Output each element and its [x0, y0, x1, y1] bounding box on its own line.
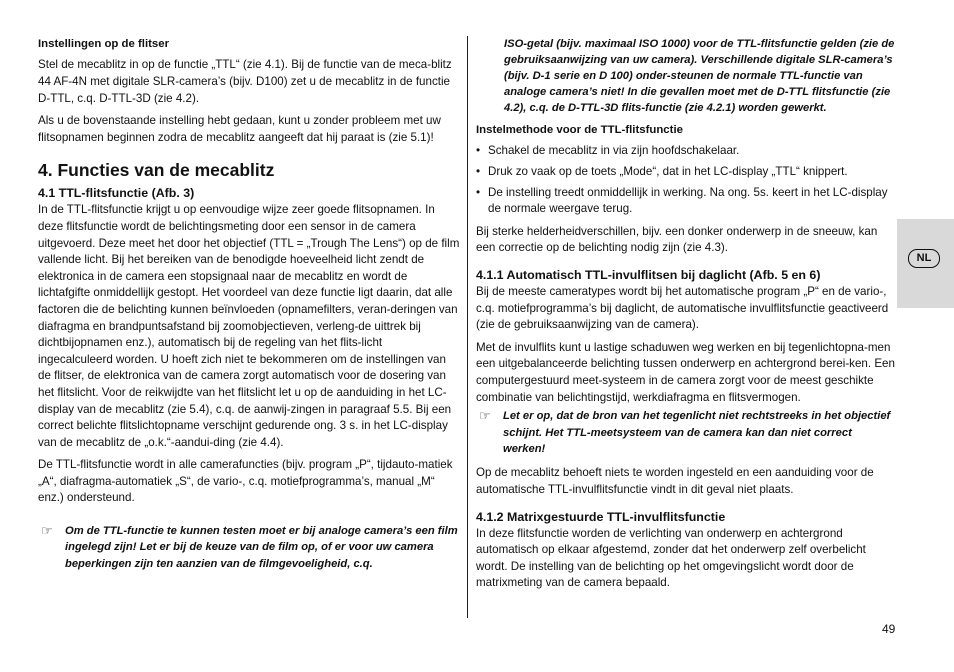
section-4-1-1-title: 4.1.1 Automatisch TTL-invulflitsen bij daglicht (Afb. 5 en 6)	[476, 267, 821, 282]
setmethod-heading: Instelmethode voor de TTL-flitsfunctie	[476, 124, 683, 136]
section-4-1-paragraph-2: De TTL-flitsfunctie wordt in alle camerafuncties (bijv. program „P“, tijdauto-matiek „A“, diafragma-automatiek „S“, de vario-, c.q. motiefprogramma’s, manual „M“ enz.) ondersteund.	[38, 458, 453, 505]
bullet-icon: •	[476, 185, 481, 199]
section-4-1-1-paragraph-2: Met de invulflits kunt u lastige schaduwen weg werken en bij tegenlichtopna-men een uitgebalanceerde belichting tussen onderwerp en achtergrond berei-ken. Een computergestuurd meet-systeem in de camera zorgt voor de meest geschikte combinatie van belichtingstijd, werkdiafragma en flitsvermogen.	[476, 340, 895, 404]
pointing-hand-icon: ☞	[41, 523, 53, 539]
setmethod-list	[476, 143, 896, 217]
section-4-1-2-paragraph-1: In deze flitsfunctie worden de verlichting van onderwerp en achtergrond automatisch op elkaar afgestemd, zonder dat het onderwerp zelf overbelicht wordt. De instelling van de belichting op het omgevingslicht wordt door de matrixmeting van de camera bepaald.	[476, 526, 866, 590]
settings-paragraph-2: Als u de bovenstaande instelling hebt gedaan, kunt u zonder probleem met uw flitsopnamen beginnen zodra de mecablitz aangeeft dat hij paraat is (zie 5.1)!	[38, 114, 441, 144]
section-4-1-title: 4.1 TTL-flitsfunctie (Afb. 3)	[38, 186, 195, 201]
column-divider	[467, 36, 468, 618]
language-badge: NL	[908, 249, 940, 268]
language-side-tab	[897, 219, 954, 308]
note-backlight-text: Let er op, dat de bron van het tegenlicht niet rechtstreeks in het objectief schijnt. Het TTL-meetsysteem van de camera kan dan niet correct werken!	[503, 410, 891, 455]
contrast-paragraph: Bij sterke helderheidverschillen, bijv. een donker onderwerp in de sneeuw, kan een correctie op de belichting nodig zijn (zie 4.3).	[476, 224, 878, 255]
settings-heading: Instellingen op de flitser	[38, 38, 170, 50]
note-ttl-test-continued: ISO-getal (bijv. maximaal ISO 1000) voor de TTL-flitsfunctie gelden (zie de gebruiksaanwijzing van uw camera). Verschillende digitale SLR-camera’s (bijv. D-1 serie en D 100) onder-steunen de normale TTL-functie van analoge camera’s niet! In die gevallen moet met de D-TTL flitsfunctie (zie 4.2), c.q. de D-TTL-3D flits-functie (zie 4.2.1) worden gewerkt.	[504, 38, 895, 114]
section-4-1-paragraph-1: In de TTL-flitsfunctie krijgt u op eenvoudige wijze zeer goede flitsopnamen. In deze flitsfunctie wordt de belichtingsmeting door een sensor in de camera uitgevoerd. Deze meet het door het objectief (TTL = „Trough The Lens“) op de film vallende licht. Bij het bereiken van de benodigde hoeveelheid licht zendt de elektronica in de camera een stopsignaal naar de mecablitz en wordt de lichtafgifte onmiddellijk gestopt. Het voordeel van deze functie ligt daarin, dat alle factoren die de belichting kunnen beïnvloeden (opnamefilters, veran-deringen van diafragma en brandpuntsafstand bij zoomobjectieven, verleng-de uittrek bij dichtbijopnamen enz.), automatisch bij de regeling van het flits-licht ingecalculeerd worden. U hoeft zich niet te bekommeren om de instellingen van de flitser, de elektronica van de camera zorgt automatisch voor de dosering van het flitslicht. Voor de reikwijdte van het flitslicht let u op de aanduiding in het LC-display van de mecablitz (zie 5.4), c.q. de aanwij-zingen in paragraaf 5.5. Bij een correct belichte flitslichtopname verschijnt gedurende ong. 3 s. in het LC-display van de mecablitz de „o.k.“-aandui-ding (zie 4.4).	[38, 203, 460, 449]
note-backlight	[476, 408, 896, 457]
pointing-hand-icon: ☞	[479, 408, 491, 424]
list-item: • De instelling treedt onmiddellijk in werking. Na ong. 5s. keert in het LC-display de normale weergave terug.	[476, 185, 888, 216]
note-ttl-test-text: Om de TTL-functie te kunnen testen moet er bij analoge camera’s een film ingelegd zijn! Let er bij de keuze van de film op, of er voor uw camera beperkingen zijn ten aanzien van de filmgevoeligheid, c.q.	[65, 525, 458, 570]
settings-paragraph-1: Stel de mecablitz in op de functie „TTL“ (zie 4.1). Bij de functie van de meca-blitz 44 AF-4N met digitale SLR-camera’s (bijv. D100) zet u de mecablitz in de functie D-TTL, c.q. D-TTL-3D (zie 4.2).	[38, 58, 452, 105]
bullet-icon: •	[476, 144, 481, 158]
right-column	[476, 36, 896, 592]
chapter-title: 4. Functies van de mecablitz	[38, 160, 275, 181]
section-4-1-2-title: 4.1.2 Matrixgestuurde TTL-invulflitsfunctie	[476, 509, 726, 524]
list-item: • Druk zo vaak op de toets „Mode“, dat in het LC-display „TTL“ knippert.	[476, 164, 896, 181]
left-column	[38, 36, 460, 572]
section-4-1-1-paragraph-3: Op de mecablitz behoeft niets te worden ingesteld en een aanduiding voor de automatische TTL-invulflitsfunctie vindt in dit geval niet plaats.	[476, 466, 874, 496]
page-number: 49	[882, 622, 896, 636]
bullet-icon: •	[476, 165, 481, 178]
note-ttl-test	[38, 523, 460, 572]
list-item: • Schakel de mecablitz in via zijn hoofdschakelaar.	[476, 143, 896, 160]
section-4-1-1-paragraph-1: Bij de meeste cameratypes wordt bij het automatische program „P“ en de vario-, c.q. motiefprogramma’s bij daglicht, de automatische invulflitsfunctie geactiveerd (zie de gebruiksaanwijzing van de camera).	[476, 284, 889, 332]
